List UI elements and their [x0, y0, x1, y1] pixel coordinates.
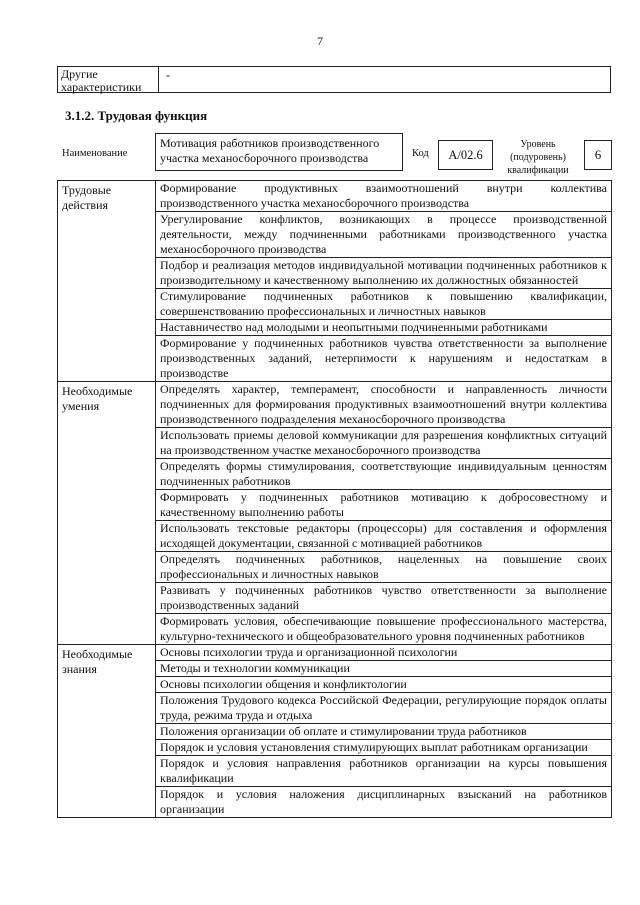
other-characteristics-value: - — [166, 68, 170, 82]
group-label: Необходимые умения — [58, 382, 156, 645]
list-item: Стимулирование подчиненных работников к повышению квалификации, совершенствованию профессиональных и личностных навыков — [156, 288, 611, 319]
other-characteristics-row — [57, 66, 611, 93]
group-items — [156, 645, 612, 818]
section-title: 3.1.2. Трудовая функция — [65, 108, 208, 123]
table-row — [58, 382, 612, 645]
list-item: Формирование продуктивных взаимоотношений внутри коллектива производственного участка механосборочного производства — [160, 181, 607, 210]
list-item: Порядок и условия направления работников организации на курсы повышения квалификации — [156, 755, 611, 786]
list-item: Формировать у подчиненных работников мотивацию к добросовестному и качественному выполнению работы — [156, 489, 611, 520]
list-item: Наставничество над молодыми и неопытными подчиненными работниками — [156, 319, 611, 335]
group-label: Необходимые знания — [58, 645, 156, 818]
list-item: Урегулирование конфликтов, возникающих в процессе производственной деятельности, между подчиненными работниками производственного участка механосборочного производства — [156, 211, 611, 257]
page-number: 7 — [317, 34, 323, 48]
function-table — [57, 180, 612, 818]
table-row — [58, 645, 612, 818]
name-label: Наименование — [62, 148, 128, 159]
group-label: Трудовые действия — [58, 181, 156, 382]
code-value: А/02.6 — [438, 140, 493, 170]
list-item: Формировать условия, обеспечивающие повышение профессионального мастерства, культурно-технического и общеобразовательного уровня подчиненных работников — [156, 613, 611, 644]
list-item: Развивать у подчиненных работников чувство ответственности за выполнение производственных заданий — [156, 582, 611, 613]
list-item: Определять формы стимулирования, соответствующие индивидуальным ценностям подчиненных работников — [156, 458, 611, 489]
other-characteristics-label: Другие характеристики — [58, 67, 159, 92]
list-item: Положения Трудового кодекса Российской Федерации, регулирующие порядок оплаты труда, режима труда и отдыха — [156, 692, 611, 723]
list-item: Использовать текстовые редакторы (процессоры) для составления и оформления исходящей документации, связанной с мотивацией работников — [156, 520, 611, 551]
qualification-level-value: 6 — [584, 140, 612, 170]
list-item: Методы и технологии коммуникации — [156, 660, 611, 676]
list-item: Определять характер, темперамент, способности и направленность личности подчиненных для формирования продуктивных взаимоотношений внутри коллектива производственного подразделения механосборочного производства — [160, 382, 607, 426]
list-item: Подбор и реализация методов индивидуальной мотивации подчиненных работников к производительному и качественному выполнению их должностных обязанностей — [156, 257, 611, 288]
list-item: Порядок и условия наложения дисциплинарных взысканий на работников организации — [156, 786, 611, 817]
qualification-level-label: Уровень (подуровень) квалификации — [507, 139, 569, 176]
list-item: Порядок и условия установления стимулирующих выплат работникам организации — [156, 739, 611, 755]
list-item: Положения организации об оплате и стимулировании труда работников — [156, 723, 611, 739]
code-label: Код — [412, 148, 429, 159]
list-item: Формирование у подчиненных работников чувства ответственности за выполнение производственных заданий, нетерпимости к нарушениям и недостаткам в производстве — [156, 335, 611, 381]
table-row — [58, 181, 612, 382]
list-item: Основы психологии труда и организационной психологии — [160, 645, 458, 659]
list-item: Использовать приемы деловой коммуникации для разрешения конфликтных ситуаций на производственном участке механосборочного производства — [156, 427, 611, 458]
list-item: Основы психологии общения и конфликтологии — [156, 676, 611, 692]
function-name: Мотивация работников производственного участка механосборочного производства — [155, 133, 403, 171]
list-item: Определять подчиненных работников, нацеленных на повышение своих профессиональных и личностных навыков — [156, 551, 611, 582]
group-items — [156, 382, 612, 645]
group-items — [156, 181, 612, 382]
